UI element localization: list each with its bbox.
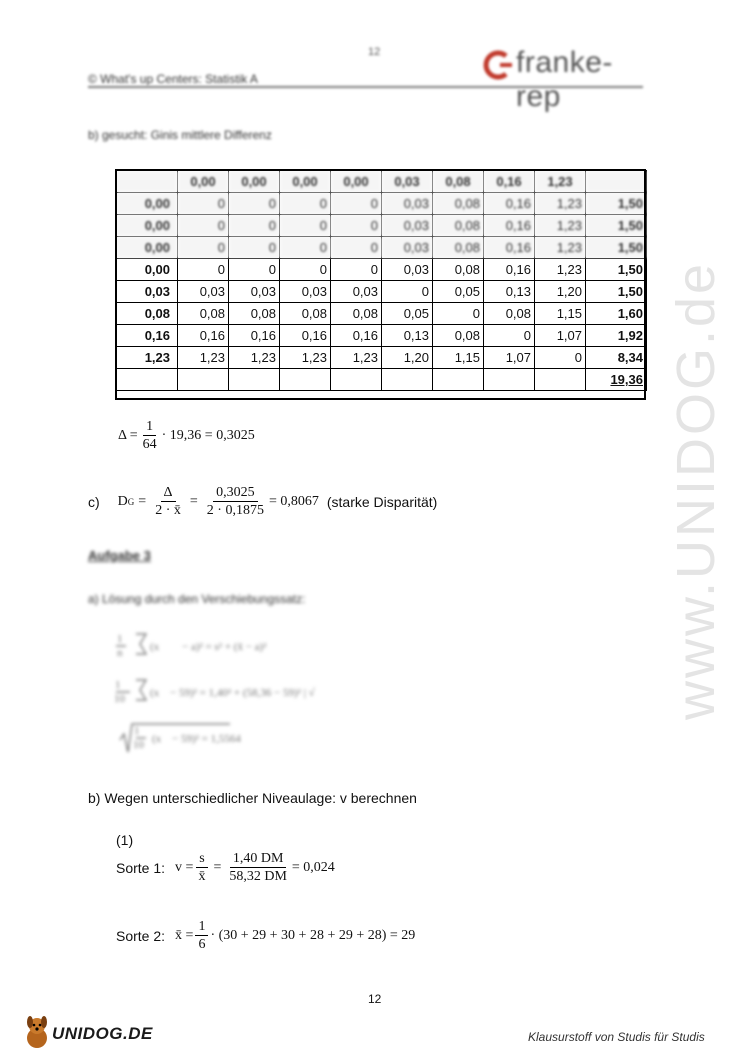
row-label-cell: 1,23 xyxy=(117,347,178,369)
row-label-cell: 0,16 xyxy=(117,325,178,347)
table-cell: 0,08 xyxy=(433,325,484,347)
sorte-1-label: Sorte 1: xyxy=(116,859,166,876)
page-number: 12 xyxy=(368,992,382,1006)
table-cell: 1,23 xyxy=(331,347,382,369)
table-cell: 0,16 xyxy=(484,215,535,237)
table-cell: 1,23 xyxy=(535,193,586,215)
table-cell: 1,23 xyxy=(535,259,586,281)
table-cell xyxy=(484,369,535,391)
table-cell: 0,00 xyxy=(331,171,382,193)
aufgabe-3-heading: Aufgabe 3 xyxy=(88,548,151,563)
item-1-label: (1) xyxy=(116,832,134,848)
row-sum-cell: 1,50 xyxy=(586,215,647,237)
svg-text:(x: (x xyxy=(150,641,160,653)
logo-mark-icon xyxy=(480,50,514,80)
table-cell: 0,16 xyxy=(178,325,229,347)
row-label-cell: 0,00 xyxy=(117,237,178,259)
table-cell: 0 xyxy=(178,237,229,259)
table-cell: 1,23 xyxy=(535,237,586,259)
delta-numerator: 1 xyxy=(143,418,156,436)
table-row xyxy=(117,303,647,325)
table-cell: 0,03 xyxy=(382,193,433,215)
table-cell: 1,20 xyxy=(382,347,433,369)
sorte-1-fraction-1 xyxy=(195,850,208,885)
table-row xyxy=(117,281,647,303)
delta-formula xyxy=(118,418,255,453)
delta-rhs: · 19,36 = 0,3025 xyxy=(161,427,255,443)
row-sum-cell: 1,60 xyxy=(586,303,647,325)
table-cell: 0,08 xyxy=(433,215,484,237)
dg-subscript: G xyxy=(127,496,135,507)
sorte-2-rhs: · (30 + 29 + 30 + 28 + 29 + 28) = 29 xyxy=(210,927,416,943)
table-cell: 0 xyxy=(331,215,382,237)
gini-difference-table xyxy=(116,170,647,391)
svg-text:(x: (x xyxy=(150,687,160,699)
table-cell xyxy=(382,369,433,391)
unidog-logo xyxy=(22,1012,152,1052)
table-cell: 0 xyxy=(484,325,535,347)
header-source: © What's up Centers: Statistik A xyxy=(88,72,258,86)
table-cell xyxy=(331,369,382,391)
row-label-cell: 0,00 xyxy=(117,259,178,281)
part-b-heading: b) gesucht: Ginis mittlere Differenz xyxy=(88,128,272,142)
table-row xyxy=(117,325,647,347)
footer-logo-text: UNIDOG.DE xyxy=(52,1024,153,1043)
table-cell: 0,03 xyxy=(382,171,433,193)
table-cell: 0,08 xyxy=(433,259,484,281)
table-cell: 0,16 xyxy=(484,237,535,259)
table-cell: 0,00 xyxy=(280,171,331,193)
dg-formula: c) D G = $\frac{\Delta}{2 \cdot x̄}$ = $\frac{0,3025}{2 \cdot 0,1875}$ = 0,8067 (starke Disparität) xyxy=(88,485,438,518)
table-cell: 0 xyxy=(280,259,331,281)
table-total-cell: 19,36 xyxy=(586,369,647,391)
table-cell: 0,08 xyxy=(229,303,280,325)
table-cell xyxy=(280,369,331,391)
svg-text:10: 10 xyxy=(114,693,125,705)
table-cell: 0,08 xyxy=(178,303,229,325)
table-cell: 0,16 xyxy=(484,171,535,193)
table-cell: 0,16 xyxy=(484,193,535,215)
table-cell: 0,08 xyxy=(433,237,484,259)
table-cell: 0 xyxy=(280,237,331,259)
table-cell: 1,23 xyxy=(178,347,229,369)
table-cell: 0 xyxy=(229,237,280,259)
svg-text:10: 10 xyxy=(133,739,144,751)
table-cell: 0,16 xyxy=(331,325,382,347)
table-cell xyxy=(229,369,280,391)
table-cell: 0,16 xyxy=(229,325,280,347)
table-cell: 1,23 xyxy=(535,171,586,193)
table-cell xyxy=(433,369,484,391)
table-cell: 0 xyxy=(178,193,229,215)
sorte-1-lhs: v = xyxy=(175,859,194,875)
table-cell: 0 xyxy=(280,215,331,237)
table-cell: 0 xyxy=(331,259,382,281)
sorte-1-f1-num: s xyxy=(196,850,207,868)
table-cell: 0 xyxy=(178,215,229,237)
table-cell xyxy=(535,369,586,391)
table-cell: 0,03 xyxy=(331,281,382,303)
table-cell: 0 xyxy=(382,281,433,303)
row-label-cell: 0,00 xyxy=(117,193,178,215)
header-page-number: 12 xyxy=(368,46,381,58)
dg-label: c) xyxy=(88,493,100,510)
sorte-2-lhs: x̄ = xyxy=(175,927,194,943)
table-cell: 0 xyxy=(331,237,382,259)
delta-denominator: 64 xyxy=(142,437,157,452)
row-sum-cell xyxy=(586,171,647,193)
sorte-2-num: 1 xyxy=(195,918,208,936)
watermark: www.UNIDOG.de xyxy=(666,260,726,720)
table-cell: 0,08 xyxy=(433,193,484,215)
table-cell: 0 xyxy=(178,259,229,281)
svg-text:− a)² = s² + (x̄ − a)²: − a)² = s² + (x̄ − a)² xyxy=(182,641,267,653)
row-sum-cell: 1,50 xyxy=(586,237,647,259)
dg-fraction-2 xyxy=(204,484,267,519)
svg-text:1: 1 xyxy=(134,725,140,737)
svg-text:− 59)² = 1,5564: − 59)² = 1,5564 xyxy=(172,733,241,745)
table-cell: 0,05 xyxy=(382,303,433,325)
delta-fraction xyxy=(140,418,160,453)
table-cell: 0 xyxy=(535,347,586,369)
sorte-1-formula: Sorte 1: v = $\frac{s}{x̄}$ = $\frac{1,40 DM}{58,32 DM}$ = 0,024 xyxy=(116,851,335,884)
dg-lhs: D xyxy=(117,493,128,509)
table-cell: 0 xyxy=(433,303,484,325)
part-b-text: b) Wegen unterschiedlicher Niveaulage: v berechnen xyxy=(88,790,417,806)
blurred-formulas-image xyxy=(112,630,412,760)
table-row xyxy=(117,237,647,259)
table-cell: 0,16 xyxy=(484,259,535,281)
sorte-1-f1-den: x̄ xyxy=(198,869,206,884)
svg-text:(x: (x xyxy=(152,733,162,745)
sorte-1-fraction-2 xyxy=(226,850,290,885)
table-cell: 1,23 xyxy=(280,347,331,369)
dg-frac1-num: Δ xyxy=(161,484,176,502)
table-cell: 0 xyxy=(331,193,382,215)
table-total-row xyxy=(117,369,647,391)
table-cell: 0,13 xyxy=(382,325,433,347)
table-row xyxy=(117,347,647,369)
row-sum-cell: 1,50 xyxy=(586,259,647,281)
sorte-1-result: = 0,024 xyxy=(291,859,335,875)
table-cell xyxy=(117,369,178,391)
delta-lhs: Δ = xyxy=(118,427,138,443)
svg-text:1: 1 xyxy=(117,633,123,645)
table-cell: 0,08 xyxy=(484,303,535,325)
table-cell: 0 xyxy=(229,215,280,237)
table-cell: 0,16 xyxy=(280,325,331,347)
table-cell: 1,07 xyxy=(535,325,586,347)
table-cell: 1,23 xyxy=(535,215,586,237)
row-label-cell: 0,08 xyxy=(117,303,178,325)
table-row xyxy=(117,259,647,281)
row-label-cell xyxy=(117,171,178,193)
table-cell: 0,08 xyxy=(280,303,331,325)
table-cell: 0 xyxy=(229,259,280,281)
row-sum-cell: 1,50 xyxy=(586,281,647,303)
table-cell: 0,03 xyxy=(382,259,433,281)
franke-rep-logo xyxy=(480,44,655,113)
table-cell: 0,03 xyxy=(280,281,331,303)
dg-frac2-den: 2 · 0,1875 xyxy=(206,503,264,518)
row-sum-cell: 8,34 xyxy=(586,347,647,369)
sorte-2-fraction xyxy=(195,918,208,953)
table-cell: 0,08 xyxy=(331,303,382,325)
dg-note: (starke Disparität) xyxy=(326,493,438,510)
dg-result: = 0,8067 xyxy=(268,493,319,509)
table-cell: 0,08 xyxy=(433,171,484,193)
table-row xyxy=(117,215,647,237)
table-cell xyxy=(178,369,229,391)
table-cell: 0,05 xyxy=(433,281,484,303)
dg-fraction-1 xyxy=(152,484,184,519)
table-cell: 1,15 xyxy=(433,347,484,369)
table-header-row xyxy=(117,171,647,193)
row-label-cell: 0,03 xyxy=(117,281,178,303)
table-cell: 1,15 xyxy=(535,303,586,325)
sorte-2-formula xyxy=(116,918,415,953)
table-cell: 0,13 xyxy=(484,281,535,303)
logo-text: franke-rep xyxy=(516,46,613,113)
sorte-1-f2-den: 58,32 DM xyxy=(229,869,287,884)
svg-text:− 59)² = 1,40² + (58,36 − 59)²: − 59)² = 1,40² + (58,36 − 59)² | √ xyxy=(170,687,315,699)
sorte-2-den: 6 xyxy=(198,937,206,952)
row-sum-cell: 1,92 xyxy=(586,325,647,347)
dg-frac2-num: 0,3025 xyxy=(213,484,258,502)
table-cell: 0,00 xyxy=(178,171,229,193)
dg-frac1-den: 2 · x̄ xyxy=(155,503,181,518)
footer-tagline: Klausurstoff von Studis für Studis xyxy=(528,1030,705,1044)
row-label-cell: 0,00 xyxy=(117,215,178,237)
sorte-1-f2-num: 1,40 DM xyxy=(230,850,287,868)
svg-text:n: n xyxy=(117,647,123,659)
table-cell: 0,03 xyxy=(382,237,433,259)
table-cell: 1,07 xyxy=(484,347,535,369)
svg-text:1: 1 xyxy=(115,679,121,691)
dog-mascot-icon xyxy=(22,1016,52,1050)
table-cell: 0,00 xyxy=(229,171,280,193)
table-cell: 0,03 xyxy=(229,281,280,303)
table-cell: 0,03 xyxy=(178,281,229,303)
table-cell: 1,20 xyxy=(535,281,586,303)
sorte-2-label: Sorte 2: xyxy=(116,927,166,944)
part-a-heading: a) Lösung durch den Verschiebungssatz: xyxy=(88,592,306,606)
table-cell: 0,03 xyxy=(382,215,433,237)
table-cell: 0 xyxy=(229,193,280,215)
row-sum-cell: 1,50 xyxy=(586,193,647,215)
table-row xyxy=(117,193,647,215)
table-cell: 0 xyxy=(280,193,331,215)
table-cell: 1,23 xyxy=(229,347,280,369)
